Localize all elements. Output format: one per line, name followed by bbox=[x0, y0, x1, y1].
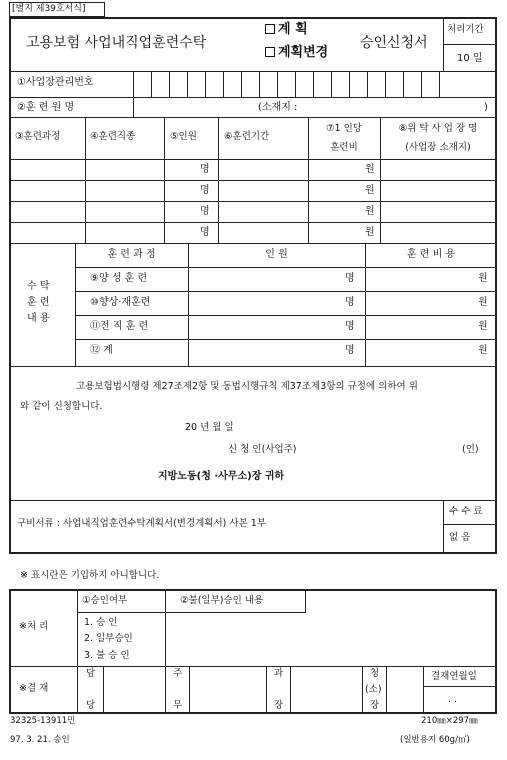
row4-cost-unit: 원 bbox=[365, 227, 375, 238]
row3-cost-unit: 원 bbox=[365, 206, 375, 217]
processing-period-label: 처리기간 bbox=[447, 24, 484, 35]
row3-people-unit: 명 bbox=[200, 206, 210, 217]
checkbox-icon bbox=[265, 47, 275, 57]
approval-head-2: (소) bbox=[365, 684, 382, 695]
process-label: ※처 리 bbox=[19, 621, 49, 632]
approval-section-2: 장 bbox=[274, 700, 284, 711]
process-frame bbox=[9, 589, 497, 714]
title-option-plan[interactable]: 계 획 bbox=[265, 23, 308, 36]
consign-row4-people-unit: 명 bbox=[345, 345, 355, 356]
option-partial[interactable]: 2. 일부승인 bbox=[84, 633, 133, 644]
approval-staff-1: 담 bbox=[86, 668, 96, 679]
consign-row2-people-unit: 명 bbox=[345, 297, 355, 308]
approval-row-label: ※결 재 bbox=[19, 683, 49, 694]
checkbox-icon bbox=[265, 24, 275, 34]
declaration-line1: 고용보험법시행령 제27조제2항 및 동법시행규칙 제37조제3항의 규정에 의하여 위 bbox=[76, 381, 418, 392]
consign-row3-cost-unit: 원 bbox=[478, 321, 488, 332]
consign-side-2: 훈 련 bbox=[27, 297, 50, 308]
fee-value: 없 음 bbox=[449, 532, 471, 543]
consign-side-1: 수 탁 bbox=[27, 281, 50, 292]
option-reject[interactable]: 3. 불 승 인 bbox=[84, 650, 130, 661]
consign-row-training: ⑨양 성 훈 련 bbox=[90, 273, 148, 284]
fee-label: 수 수 료 bbox=[449, 506, 483, 517]
declaration-line2: 와 같이 신청합니다. bbox=[20, 401, 103, 412]
addressee: 지방노동(청 ·사무소)장 귀하 bbox=[158, 471, 285, 482]
processing-period-value: 10 일 bbox=[457, 53, 483, 64]
consign-row4-cost-unit: 원 bbox=[478, 345, 488, 356]
approval-staff-2: 당 bbox=[86, 700, 96, 711]
row1-people-unit: 명 bbox=[200, 164, 210, 175]
business-number-cells[interactable] bbox=[133, 71, 497, 97]
approval-head-3: 장 bbox=[370, 700, 380, 711]
approval-header: ①승인여부 bbox=[82, 595, 128, 606]
row1-cost-unit: 원 bbox=[365, 164, 375, 175]
approval-date-header: 결재연월일 bbox=[431, 671, 477, 682]
consign-row-total: ⑫ 계 bbox=[90, 345, 113, 356]
footer-right1: 210㎜×297㎜ bbox=[421, 716, 478, 726]
location-close: ) bbox=[484, 102, 488, 113]
form-number: [별지 제39호서식] bbox=[12, 4, 86, 14]
col-site-line1: ⑧위 탁 사 업 장 명 bbox=[398, 123, 478, 134]
footer-left2: 97. 3. 21. 승인 bbox=[10, 735, 70, 745]
notice: ※ 표시란은 기입하지 아니합니다. bbox=[20, 570, 160, 581]
consign-header-cost: 훈 련 비 용 bbox=[406, 249, 456, 260]
consign-row-improve: ⑩향상·재훈련 bbox=[90, 297, 151, 308]
consign-header-course: 훈 련 과 정 bbox=[107, 249, 156, 260]
approval-date-value: · · bbox=[448, 697, 458, 708]
consign-row2-cost-unit: 원 bbox=[478, 297, 488, 308]
title-option-change[interactable]: 계획변경 bbox=[265, 46, 328, 59]
row2-cost-unit: 원 bbox=[365, 185, 375, 196]
consign-side-3: 내 용 bbox=[27, 313, 50, 324]
seal-label: (인) bbox=[462, 444, 479, 455]
col-cost-line2: 훈련비 bbox=[330, 142, 358, 153]
consign-header-people: 인 원 bbox=[265, 249, 288, 260]
footer-right2: (일반용지 60g/㎡) bbox=[400, 735, 470, 745]
location-label: (소재지 : bbox=[258, 102, 298, 113]
consign-row1-cost-unit: 원 bbox=[478, 273, 488, 284]
consign-row-transfer: ⑪전 직 훈 련 bbox=[90, 321, 149, 332]
partial-approval-header: ②불(일부)승인 내용 bbox=[180, 595, 264, 606]
col-type: ④훈련직종 bbox=[90, 131, 136, 142]
attachments: 구비서류 : 사업내직업훈련수탁계획서(변경계획서) 사본 1부 bbox=[17, 518, 266, 529]
col-people: ⑤인원 bbox=[170, 131, 197, 142]
col-cost-line1: ⑦1 인당 bbox=[326, 123, 362, 134]
consign-row1-people-unit: 명 bbox=[345, 273, 355, 284]
consign-row3-people-unit: 명 bbox=[345, 321, 355, 332]
date-line: 20 년 월 일 bbox=[185, 422, 234, 433]
col-period: ⑥훈련기간 bbox=[224, 131, 270, 142]
training-institution-label: ②훈 련 원 명 bbox=[17, 102, 75, 113]
approval-chief-1: 주 bbox=[173, 668, 183, 679]
row2-people-unit: 명 bbox=[200, 185, 210, 196]
col-site-line2: (사업장 소재지) bbox=[405, 142, 471, 153]
applicant-label: 신 청 인(사업주) bbox=[228, 444, 297, 455]
row4-people-unit: 명 bbox=[200, 227, 210, 238]
title-left: 고용보험 사업내직업훈련수탁 bbox=[26, 35, 207, 51]
option-approve[interactable]: 1. 승 인 bbox=[84, 617, 118, 628]
approval-head-1: 청 bbox=[370, 668, 380, 679]
col-course: ③훈련과정 bbox=[15, 131, 61, 142]
footer-left1: 32325-13911민 bbox=[10, 716, 76, 726]
approval-section-1: 과 bbox=[274, 668, 284, 679]
business-number-label: ①사업장관리번호 bbox=[17, 77, 94, 88]
approval-chief-2: 무 bbox=[173, 700, 183, 711]
title-right: 승인신청서 bbox=[360, 35, 428, 51]
